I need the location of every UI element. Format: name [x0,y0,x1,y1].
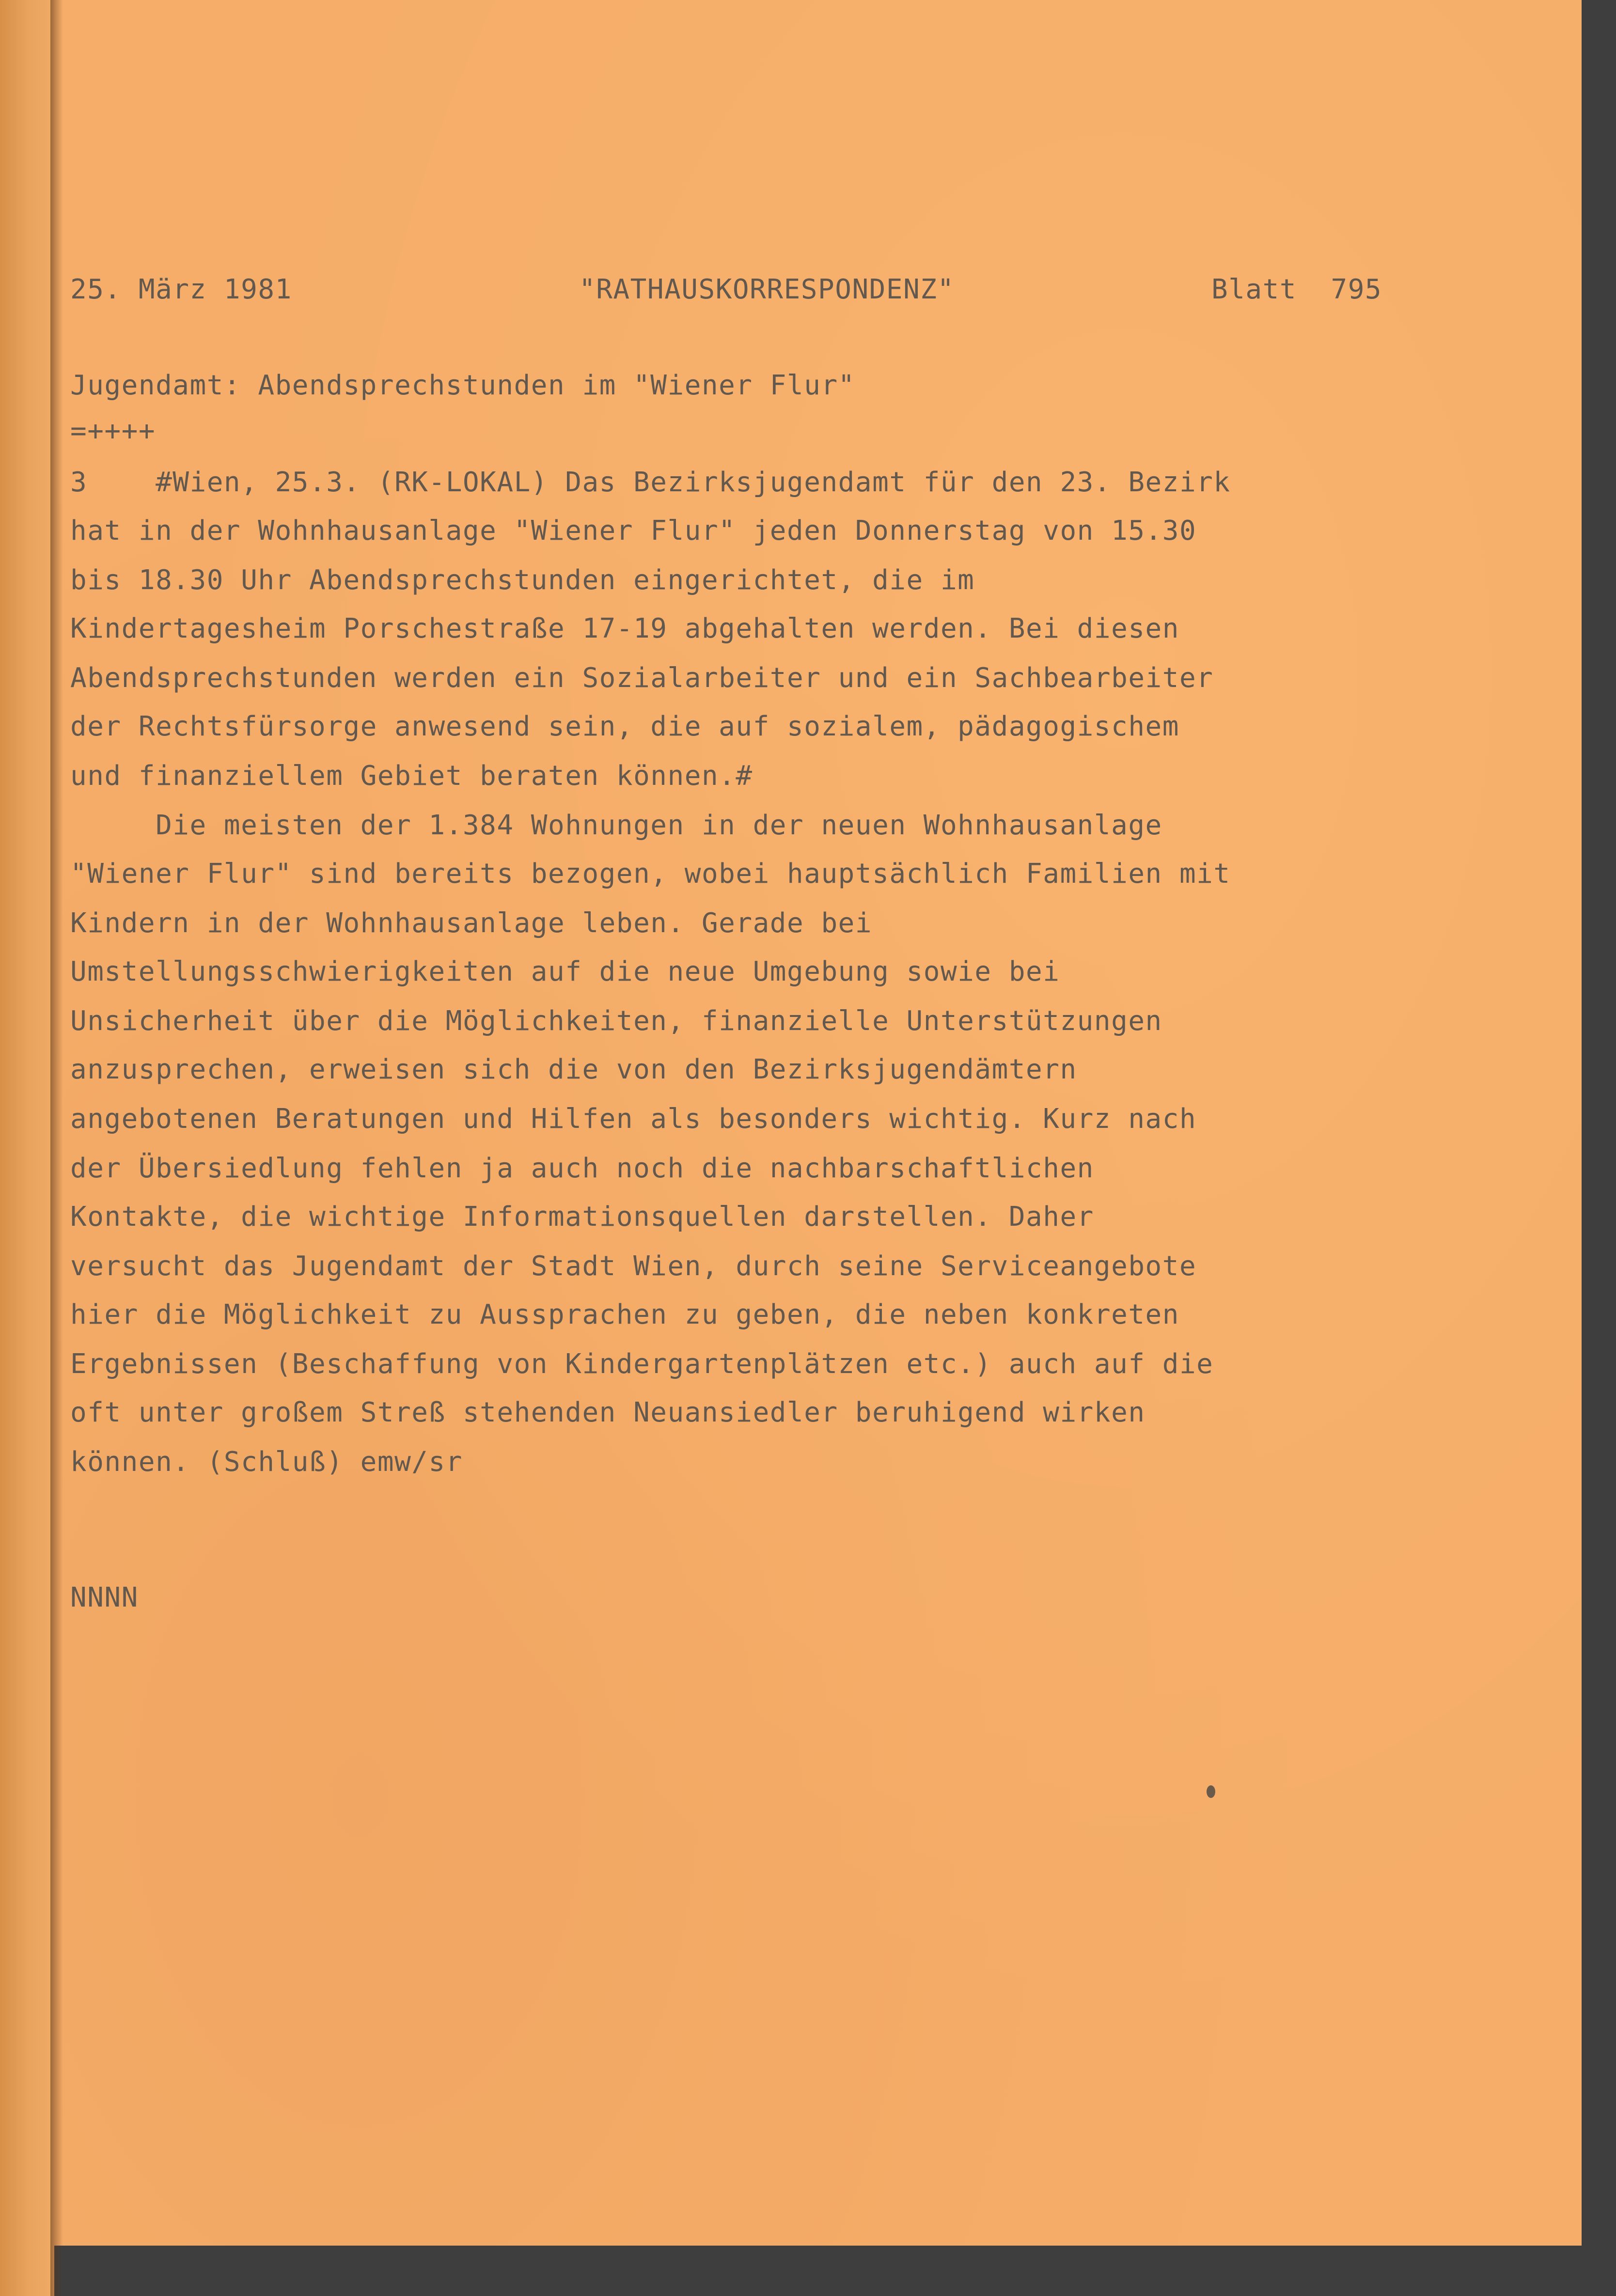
body-line: Kontakte, die wichtige Informationsquellen darstellen. Daher [70,1201,1094,1233]
body-line: anzusprechen, erweisen sich die von den Bezirksjugendämtern [70,1054,1077,1085]
body-line: Die meisten der 1.384 Wohnungen in der neuen Wohnhausanlage [70,810,1162,841]
body-line: Ergebnissen (Beschaffung von Kindergartenplätzen etc.) auch auf die [70,1348,1214,1380]
body-line: Unsicherheit über die Möglichkeiten, finanzielle Unterstützungen [70,1005,1162,1037]
body-line: hat in der Wohnhausanlage "Wiener Flur" jeden Donnerstag von 15.30 [70,515,1197,547]
headline-separator: =++++ [70,415,156,447]
scan-background [1582,0,1616,2296]
body-line: Kindern in der Wohnhausanlage leben. Gerade bei [70,907,873,939]
end-marker: NNNN [70,1582,139,1613]
body-line: 3 #Wien, 25.3. (RK-LOKAL) Das Bezirksjugendamt für den 23. Bezirk [70,467,1231,498]
previous-page-edge [0,0,54,2296]
body-line: Abendsprechstunden werden ein Sozialarbeiter und ein Sachbearbeiter [70,662,1214,694]
header-date: 25. März 1981 [70,274,292,305]
body-line: Kindertagesheim Porschestraße 17-19 abgehalten werden. Bei diesen [70,613,1179,644]
ink-speck [1207,1785,1215,1798]
body-line: versucht das Jugendamt der Stadt Wien, durch seine Serviceangebote [70,1250,1197,1282]
body-line: können. (Schluß) emw/sr [70,1446,463,1478]
body-line: Umstellungsschwierigkeiten auf die neue Umgebung sowie bei [70,956,1060,987]
header-sheet-number: Blatt 795 [1211,274,1382,305]
body-line: hier die Möglichkeit zu Aussprachen zu geben, die neben konkreten [70,1299,1179,1330]
binding-shadow [50,0,63,2296]
body-line: der Rechtsfürsorge anwesend sein, die auf sozialem, pädagogischem [70,711,1179,742]
body-line: oft unter großem Streß stehenden Neuansiedler beruhigend wirken [70,1397,1145,1428]
article-headline: Jugendamt: Abendsprechstunden im "Wiener Flur" [70,370,855,401]
body-line: der Übersiedlung fehlen ja auch noch die nachbarschaftlichen [70,1153,1094,1184]
body-line: bis 18.30 Uhr Abendsprechstunden eingerichtet, die im [70,564,975,596]
body-line: "Wiener Flur" sind bereits bezogen, wobei hauptsächlich Familien mit [70,858,1231,890]
header-publication: "RATHAUSKORRESPONDENZ" [579,274,955,305]
body-line: und finanziellem Gebiet beraten können.# [70,760,753,792]
body-line: angebotenen Beratungen und Hilfen als besonders wichtig. Kurz nach [70,1103,1197,1135]
